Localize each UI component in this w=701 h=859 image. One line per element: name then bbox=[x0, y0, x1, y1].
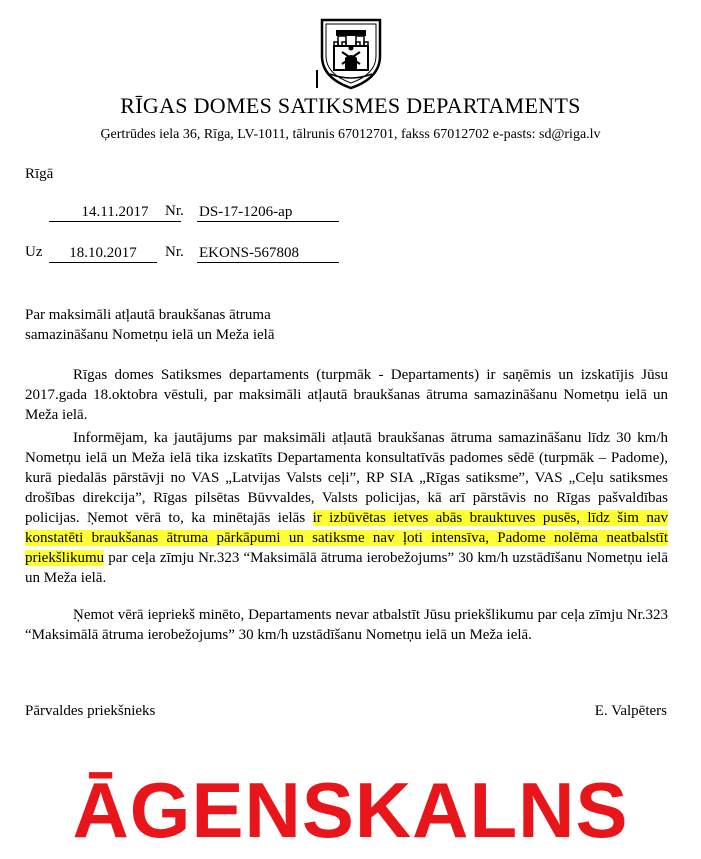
paragraph-text: Informējam, ka jautājums par maksimāli atļautā braukšanas ātruma samazināšanu līdz 30 km/h Nometņu ielā un Meža ielā tika izskatīts Departamenta konsultatīvās padomes sēdē (turpmāk – Padome), kurā piedalās pārstāvji no VAS „Latvijas Valsts ceļi”, RP SIA „Rīgas satiksme”, VAS „Ceļu satiksmes drošības direkcija”, Rīgas pilsētas Būvvaldes, Valsts policijas, kā arī pārstāvis no Rīgas pašvaldības policijas. Ņemot vērā to, ka minētajās ielās bbox=[25, 430, 668, 526]
signer-title: Pārvaldes priekšnieks bbox=[25, 703, 156, 719]
nr-label: Nr. bbox=[165, 244, 184, 260]
body-paragraph: Rīgas domes Satiksmes departaments (turpmāk - Departaments) ir saņēmis un izskatījis Jūsu 2017.gada 18.oktobra vēstuli, par maksimāli atļautā braukšanas ātruma samazināšanu Nometņu ielā un Meža ielā. bbox=[25, 367, 668, 423]
highlighted-text: ir izbūvētas ietves abās brauktuves pusēs, līdz šim nav konstatēti braukšanas ātruma pārkāpumi un satiksme nav ļoti intensīva, Padome nolēma neatbalstīt priekšlikumu bbox=[25, 510, 668, 566]
incoming-number: EKONS-567808 bbox=[197, 244, 339, 263]
letter-number: DS-17-1206-ap bbox=[197, 203, 339, 222]
riga-coat-of-arms-icon bbox=[316, 12, 386, 90]
uz-label: Uz bbox=[25, 244, 43, 260]
subject-line: Par maksimāli atļautā braukšanas ātruma bbox=[25, 307, 271, 323]
paragraph-text: par ceļa zīmju Nr.323 “Maksimālā ātruma ierobežojums” 30 km/h uzstādīšanu Nometņu ielā un Meža ielā. bbox=[25, 550, 669, 586]
department-address: Ģertrūdes iela 36, Rīga, LV-1011, tālrunis 67012701, fakss 67012702 e-pasts: sd@riga.lv bbox=[100, 127, 601, 142]
issue-city: Rīgā bbox=[25, 166, 54, 182]
incoming-date: 18.10.2017 bbox=[49, 244, 157, 263]
nr-label: Nr. bbox=[165, 203, 184, 219]
location-overlay-text: ĀGENSKALNS bbox=[72, 766, 629, 854]
body-paragraph: Ņemot vērā iepriekš minēto, Departaments nevar atbalstīt Jūsu priekšlikumu par ceļa zīmju Nr.323 “Maksimālā ātruma ierobežojums” 30 km/h uzstādīšanu Nometņu ielā un Meža ielā. bbox=[25, 607, 668, 643]
letter-date: 14.11.2017 bbox=[49, 203, 181, 222]
subject-line: samazināšanu Nometņu ielā un Meža ielā bbox=[25, 327, 275, 343]
signer-name: E. Valpēters bbox=[594, 703, 667, 719]
department-title: RĪGAS DOMES SATIKSMES DEPARTAMENTS bbox=[120, 93, 581, 118]
letter-subject bbox=[25, 305, 425, 345]
body-paragraph bbox=[25, 428, 668, 588]
